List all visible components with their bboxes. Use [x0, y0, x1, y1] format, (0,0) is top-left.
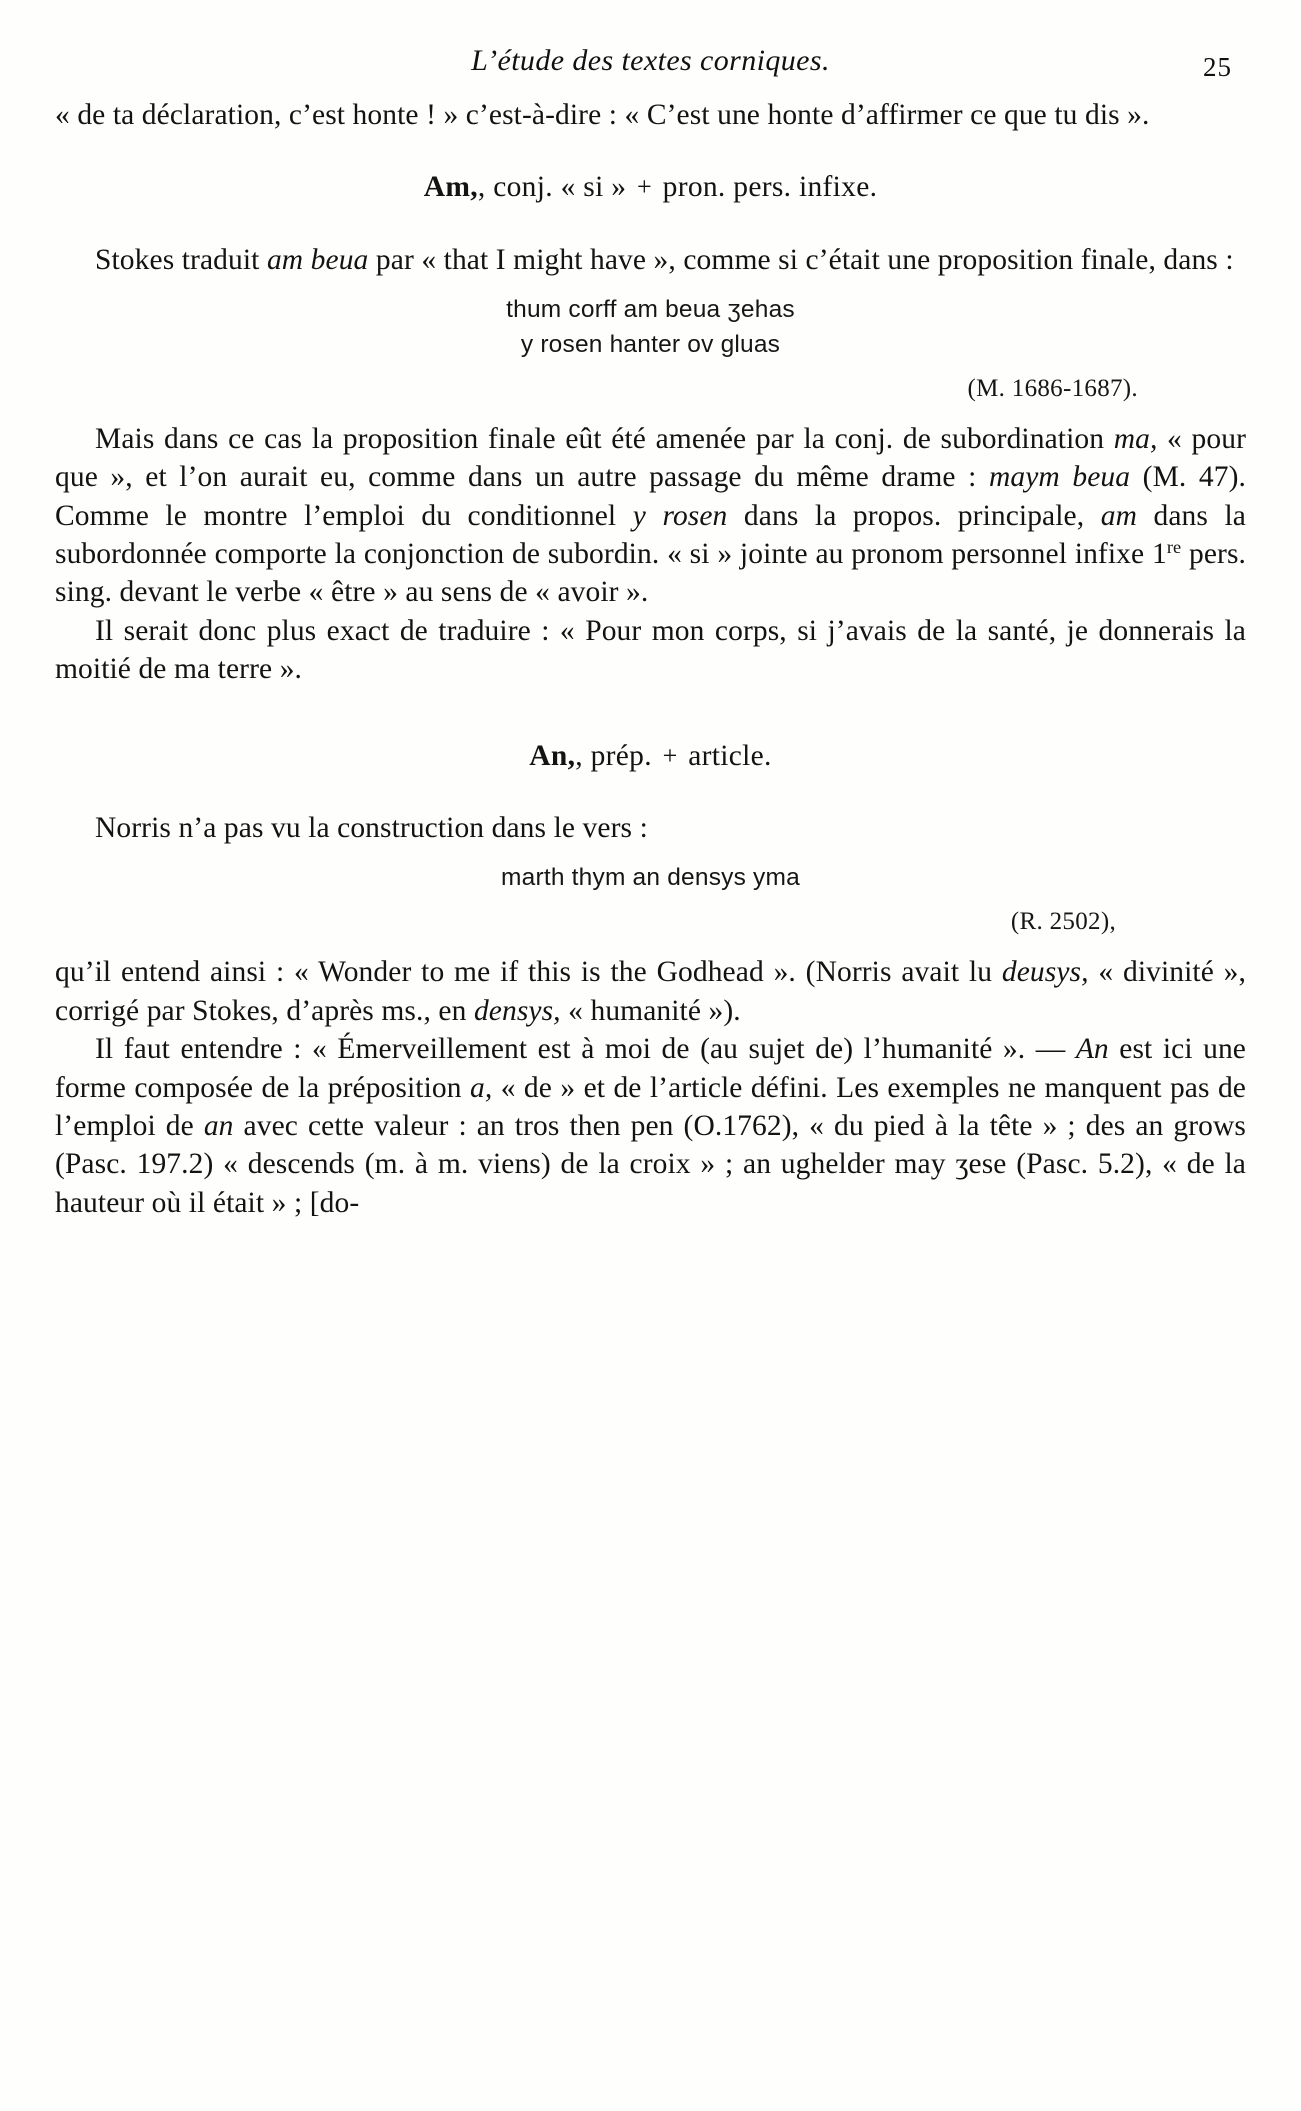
paragraph-text-d: avec cette valeur : an tros then pen (O.1762), « du pied à la tête » ; des an grows (Pasc. 197.2) « descends (m. à m. viens) de la croix » ; an ughelder may ʒese (Pasc. 5.2), « de la hauteur où il était » ; [do- [55, 1109, 1247, 1219]
cornish-form-am-beua: am beua [266, 243, 369, 276]
paragraph-text-b: par « that I might have », comme si c’était une proposition finale, dans : [368, 243, 1234, 276]
entry-heading-am [55, 168, 1246, 206]
spacer [55, 207, 1246, 241]
paragraph-text: Norris n’a pas vu la construction dans le vers : [95, 811, 648, 844]
verse-line-1: marth thym an densys yma [501, 864, 800, 892]
paragraph-examples [55, 1030, 1246, 1222]
cornish-form-am: am [1100, 499, 1137, 532]
paragraph-analysis [55, 420, 1246, 612]
paragraph-translation [55, 612, 1246, 689]
running-head-title: L’étude des textes corniques. [471, 44, 830, 77]
page-number: 25 [1203, 52, 1232, 82]
headword-am: Am, [423, 171, 478, 204]
cornish-form-densys: densys, [473, 994, 561, 1027]
headword-an: An, [529, 739, 576, 772]
paragraph-text-e: dans la subordonnée comporte la conjonction de subordin. « si » jointe au pronom personnel infixe 1 [55, 499, 1246, 571]
paragraph-text-c: « humanité »). [560, 994, 741, 1027]
paragraph-norris [55, 809, 1246, 847]
paragraph-text-c: « de » et de l’article défini. Les exemples ne manquent pas de l’emploi de [55, 1071, 1246, 1142]
paragraph-continuation [55, 96, 1246, 134]
cornish-form-y-rosen: y rosen [632, 499, 728, 532]
plus-sign-icon: + [637, 172, 652, 202]
paragraph-text-c: (M. 47). Comme le montre l’emploi du conditionnel [55, 461, 1247, 532]
paragraph-text: « de ta déclaration, c’est honte ! » c’est-à-dire : « C’est une honte d’affirmer ce que tu dis ». [55, 99, 1150, 131]
spacer [55, 134, 1246, 168]
verse-quotation-2 [55, 861, 1246, 939]
plus-sign-icon: + [662, 740, 678, 770]
verse-reference-1: (M. 1686-1687). [967, 374, 1138, 402]
cornish-form-maym-beua: maym beua [988, 461, 1131, 494]
paragraph-norris-gloss [55, 953, 1246, 1030]
cornish-form-ma: ma, [1113, 423, 1158, 456]
verse-reference-2: (R. 2502), [1010, 907, 1116, 935]
spacer [55, 689, 1246, 737]
spacer [55, 847, 1246, 861]
spacer [55, 279, 1246, 293]
verse-quotation-1 [55, 293, 1246, 406]
cornish-form-an: An [1075, 1033, 1109, 1066]
paragraph-text-b: « pour que », et l’on aurait eu, comme dans un autre passage du même drame : [55, 423, 1246, 494]
headword-an-tail: article. [688, 739, 772, 772]
spacer [55, 775, 1246, 809]
cornish-form-a: a, [469, 1071, 493, 1104]
cornish-form-deusys: deusys, [1001, 956, 1089, 989]
verse-line-2: y rosen hanter ov gluas [520, 330, 781, 358]
paragraph-text-b: est ici une forme composée de la préposition [55, 1033, 1246, 1104]
paragraph-text-b: « divinité », corrigé par Stokes, d’après ms., en [55, 956, 1246, 1027]
spacer [55, 406, 1246, 420]
ordinal-superscript: re [1166, 537, 1182, 558]
paragraph-text-a: qu’il entend ainsi : « Wonder to me if this is the Godhead ». (Norris avait lu [55, 956, 1002, 989]
cornish-form-an-2: an [203, 1109, 234, 1142]
headword-an-rest: , prép. [575, 739, 652, 772]
entry-heading-an [55, 737, 1246, 775]
paragraph-text-a: Stokes traduit [95, 243, 267, 276]
verse-line-1: thum corff am beua ʒehas [506, 296, 795, 324]
headword-am-rest: , conj. « si » [477, 171, 627, 204]
paragraph-stokes [55, 241, 1246, 279]
paragraph-text-d: dans la propos. principale, [727, 499, 1101, 532]
paragraph-text-a: Il faut entendre : « Émerveillement est à moi de (au sujet de) l’humanité ». — [95, 1033, 1076, 1066]
spacer [55, 939, 1246, 953]
paragraph-text: Il serait donc plus exact de traduire : « Pour mon corps, si j’avais de la santé, je donnerais la moitié de ma terre ». [55, 614, 1246, 686]
paragraph-text-f: pers. sing. devant le verbe « être » au sens de « avoir ». [55, 538, 1247, 609]
headword-am-tail: pron. pers. infixe. [662, 171, 878, 204]
running-head [55, 34, 1246, 90]
paragraph-text-a: Mais dans ce cas la proposition finale eût été amenée par la conj. de subordination [95, 423, 1114, 456]
